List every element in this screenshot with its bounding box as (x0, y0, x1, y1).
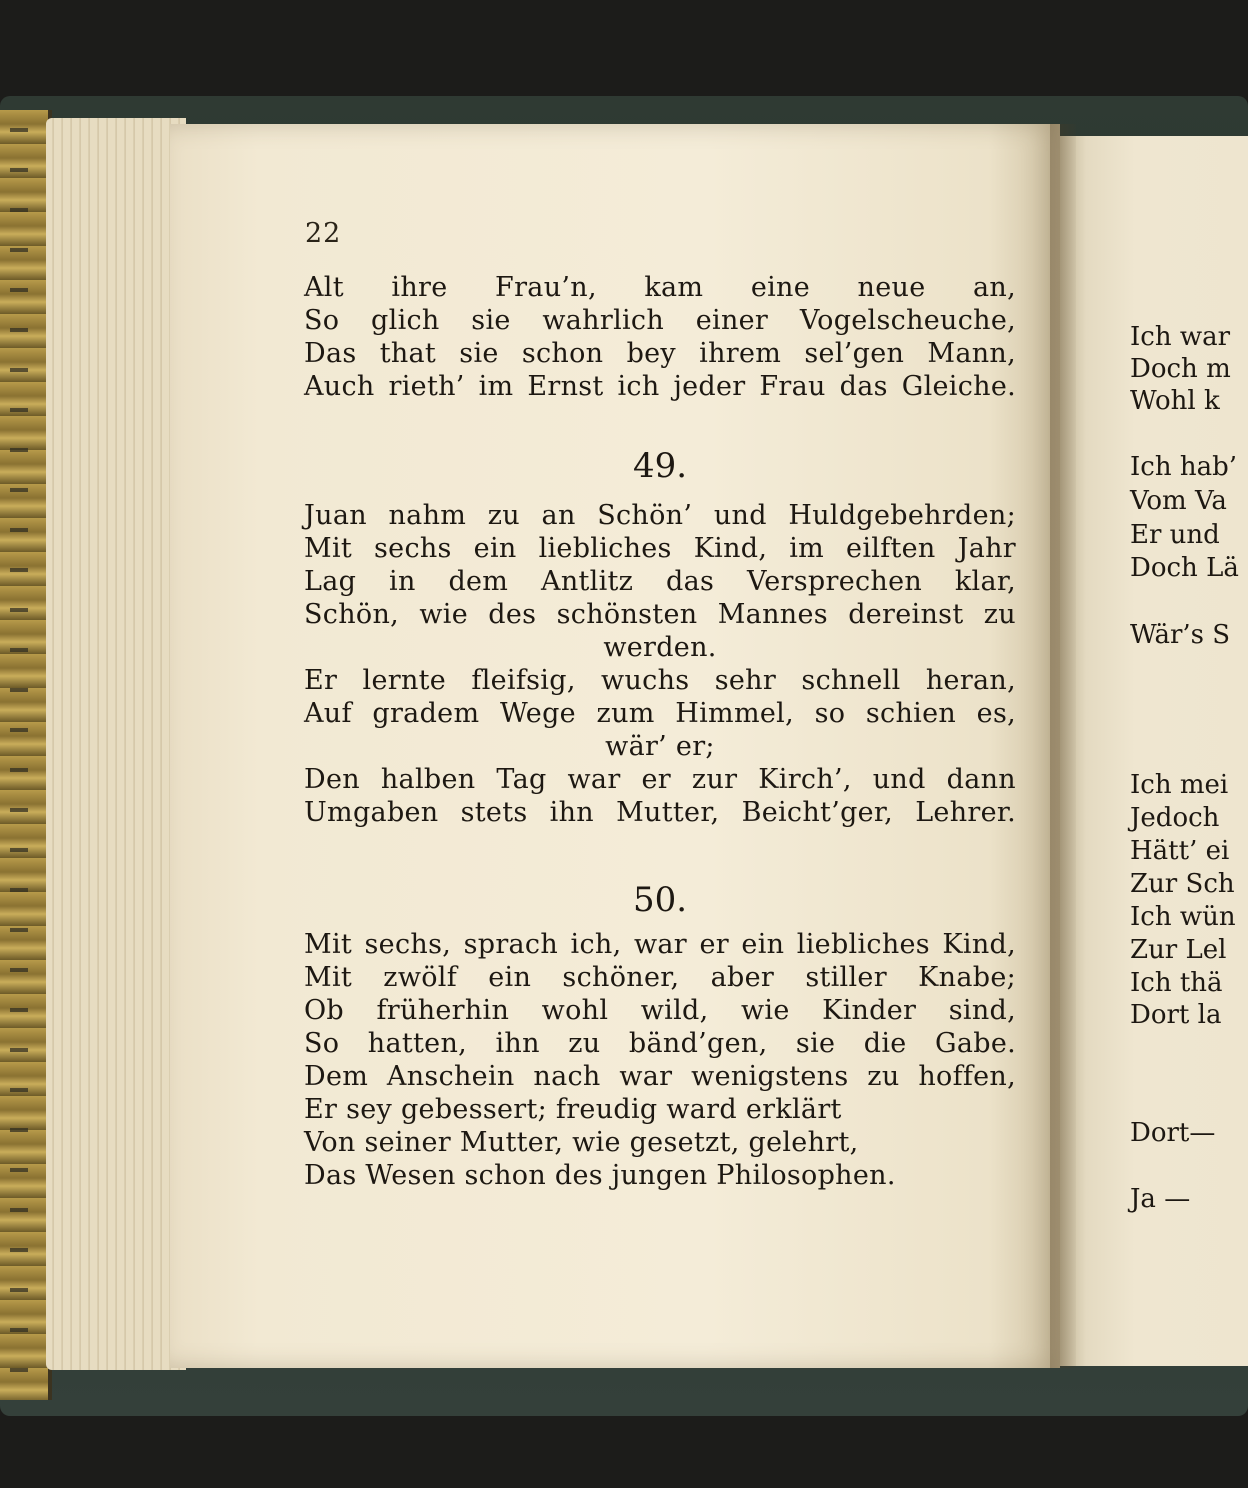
right-line: Wohl k (1130, 386, 1220, 416)
right-line: Zur Lel (1130, 935, 1227, 965)
verse-line: werden. (603, 632, 717, 663)
verse-line: Auch rieth’ im Ernst ich jeder Frau das Gleiche. (304, 371, 1016, 402)
verse-line: So hatten, ihn zu bänd’gen, sie die Gabe. (304, 1028, 1016, 1059)
verse-line: Das that sie schon bey ihrem sel’gen Mann, (304, 338, 1016, 369)
book-gutter (1050, 124, 1076, 1368)
verse-line: So glich sie wahrlich einer Vogelscheuche, (304, 305, 1016, 336)
right-line: Dort— (1130, 1118, 1216, 1148)
book-spine (0, 110, 52, 1400)
right-line: Ich hab’ (1130, 452, 1237, 482)
verse-line: Das Wesen schon des jungen Philosophen. (304, 1160, 896, 1191)
stanza-number-49: 49. (632, 446, 688, 486)
verse-line: Ob früherhin wohl wild, wie Kinder sind, (304, 995, 1016, 1026)
verse-line: Dem Anschein nach war wenigstens zu hoffen, (304, 1061, 1016, 1092)
right-line: Dort la (1130, 1000, 1222, 1030)
right-line: Doch Lä (1130, 553, 1239, 583)
verse-line: Den halben Tag war er zur Kirch’, und dann (304, 764, 1016, 795)
right-line: Ich wün (1130, 902, 1236, 932)
right-line: Wär’s S (1130, 620, 1231, 650)
verse-line: Alt ihre Frau’n, kam eine neue an, (304, 272, 1016, 303)
page-edges (46, 118, 186, 1370)
verse-line: Von seiner Mutter, wie gesetzt, gelehrt, (304, 1127, 859, 1158)
verse-line: Er lernte fleifsig, wuchs sehr schnell heran, (304, 665, 1016, 696)
right-line: Vom Va (1130, 486, 1227, 516)
verse-line: Mit zwölf ein schöner, aber stiller Knabe; (304, 962, 1016, 993)
right-line: Ja — (1130, 1184, 1191, 1214)
verse-line: Schön, wie des schönsten Mannes dereinst zu (304, 599, 1016, 630)
verse-line: Mit sechs ein liebliches Kind, im eilften Jahr (304, 533, 1016, 564)
verse-line: Auf gradem Wege zum Himmel, so schien es, (304, 698, 1016, 729)
verse-line: Lag in dem Antlitz das Versprechen klar, (304, 566, 1016, 597)
verse-line: Mit sechs, sprach ich, war er ein liebliches Kind, (304, 929, 1016, 960)
right-line: Doch m (1130, 354, 1231, 384)
right-line: Er und (1130, 520, 1220, 550)
stanza-number-50: 50. (632, 880, 688, 920)
verse-line: Er sey gebessert; freudig ward erklärt (304, 1094, 842, 1125)
right-line: Ich mei (1130, 770, 1229, 800)
verse-line: Juan nahm zu an Schön’ und Huldgebehrden; (304, 500, 1016, 531)
page-number: 22 (305, 218, 342, 249)
right-page (1060, 136, 1248, 1366)
right-line: Jedoch (1130, 803, 1220, 833)
right-line: Ich thä (1130, 968, 1223, 998)
right-line: Hätt’ ei (1130, 836, 1230, 866)
right-line: Zur Sch (1130, 869, 1235, 899)
verse-line: wär’ er; (605, 731, 715, 762)
right-line: Ich war (1130, 322, 1231, 352)
verse-line: Umgaben stets ihn Mutter, Beicht’ger, Lehrer. (304, 797, 1016, 828)
